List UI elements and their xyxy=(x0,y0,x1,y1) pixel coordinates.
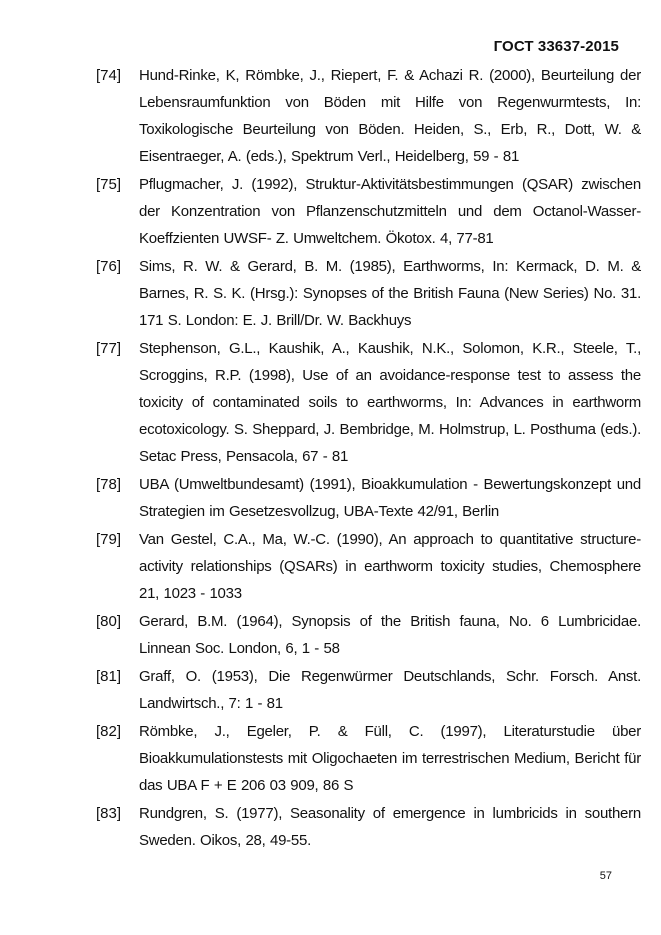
reference-item xyxy=(96,526,641,607)
reference-item xyxy=(96,800,641,854)
reference-number: [78] xyxy=(96,476,122,493)
reference-item xyxy=(96,663,641,717)
reference-item xyxy=(96,608,641,662)
page-number: 57 xyxy=(599,870,612,882)
reference-text: Rundgren, S. (1977), Seasonality of emergence in lumbricids in southern Sweden. Oikos, 28, 49-55. xyxy=(139,805,641,849)
reference-number: [77] xyxy=(96,340,122,357)
reference-text: UBA (Umweltbundesamt) (1991), Bioakkumulation - Bewertungskonzept und Strategien im Gesetzesvollzug, UBA-Texte 42/91, Berlin xyxy=(139,476,641,520)
reference-number: [82] xyxy=(96,723,122,740)
reference-item xyxy=(96,62,641,170)
reference-number: [80] xyxy=(96,613,122,630)
reference-text: Sims, R. W. & Gerard, B. M. (1985), Earthworms, In: Kermack, D. M. & Barnes, R. S. K. (Hrsg.): Synopses of the British Fauna (New Series) No. 31. 171 S. London: E. J. Brill/Dr. W. Backhuys xyxy=(139,258,641,329)
reference-number: [75] xyxy=(96,176,122,193)
reference-number: [81] xyxy=(96,668,122,685)
reference-number: [74] xyxy=(96,67,122,84)
reference-text: Römbke, J., Egeler, P. & Füll, C. (1997), Literaturstudie über Bioakkumulationstests mit Oligochaeten im terrestrischen Medium, Bericht für das UBA F + E 206 03 909, 86 S xyxy=(139,723,641,794)
reference-text: Stephenson, G.L., Kaushik, A., Kaushik, N.K., Solomon, K.R., Steele, T., Scroggins, R.P. (1998), Use of an avoidance-response test to assess the toxicity of contaminated soils to earthworms, In: Advances in earthworm ecotoxicology. S. Sheppard, J. Bembridge, M. Holmstrup, L. Posthuma (eds.). Setac Press, Pensacola, 67 - 81 xyxy=(139,340,641,465)
reference-text: Graff, O. (1953), Die Regenwürmer Deutschlands, Schr. Forsch. Anst. Landwirtsch., 7: 1 - 81 xyxy=(139,668,641,712)
reference-text: Pflugmacher, J. (1992), Struktur-Aktivitätsbestimmungen (QSAR) zwischen der Konzentration von Pflanzenschutzmitteln und dem Octanol-Wasser-Koeffzienten UWSF- Z. Umweltchem. Ökotox. 4, 77-81 xyxy=(139,176,641,247)
reference-text: Gerard, B.M. (1964), Synopsis of the British fauna, No. 6 Lumbricidae. Linnean Soc. London, 6, 1 - 58 xyxy=(139,613,641,657)
reference-text: Van Gestel, C.A., Ma, W.-C. (1990), An approach to quantitative structure-activity relationships (QSARs) in earthworm toxicity studies, Chemosphere 21, 1023 - 1033 xyxy=(139,531,641,602)
reference-item xyxy=(96,335,641,470)
reference-number: [79] xyxy=(96,531,122,548)
document-standard-header: ГОСТ 33637-2015 xyxy=(493,38,619,55)
reference-number: [76] xyxy=(96,258,122,275)
reference-item xyxy=(96,171,641,252)
reference-item xyxy=(96,718,641,799)
reference-item xyxy=(96,253,641,334)
reference-text: Hund-Rinke, K, Römbke, J., Riepert, F. & Achazi R. (2000), Beurteilung der Lebensraumfunktion von Böden mit Hilfe von Regenwurmtests, In: Toxikologische Beurteilung von Böden. Heiden, S., Erb, R., Dott, W. & Eisentraeger, A. (eds.), Spektrum Verl., Heidelberg, 59 - 81 xyxy=(139,67,641,165)
reference-number: [83] xyxy=(96,805,122,822)
reference-item xyxy=(96,471,641,525)
reference-list xyxy=(96,62,641,855)
